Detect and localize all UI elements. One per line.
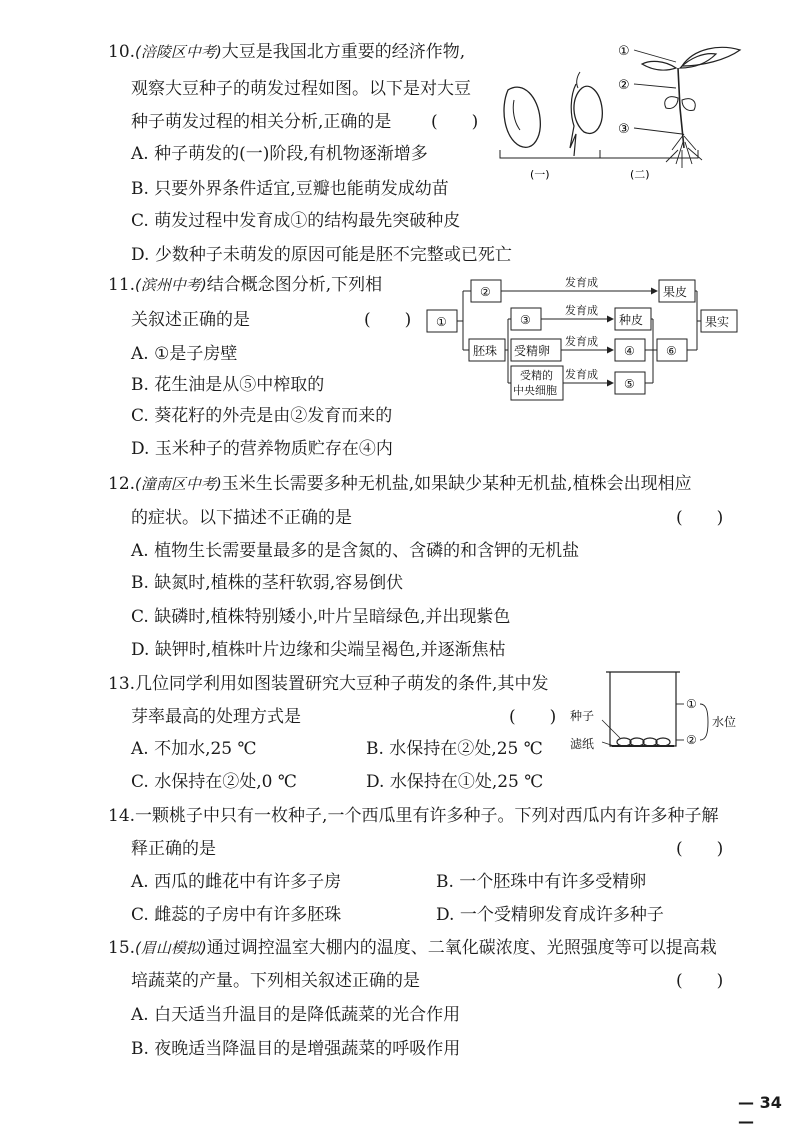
question-source: (涪陵区中考) <box>135 43 222 61</box>
answer-blank[interactable]: ( ) <box>676 971 724 991</box>
box-ovule: 胚珠 <box>473 344 498 358</box>
option-d[interactable]: D. 少数种子未萌发的原因可能是胚不完整或已死亡 <box>131 245 512 265</box>
option-b[interactable]: B. 只要外界条件适宜,豆瓣也能萌发成幼苗 <box>131 179 449 199</box>
box-fertilized-central-2: 中央细胞 <box>513 384 557 397</box>
option-a[interactable]: A. 不加水,25 ℃ <box>131 739 257 759</box>
box-5: ⑤ <box>624 377 635 391</box>
question-stem-line: 14.一颗桃子中只有一枚种子,一个西瓜里有许多种子。下列对西瓜内有许多种子解 <box>108 806 719 826</box>
label-water-level: 水位 <box>712 715 737 729</box>
option-a[interactable]: A. 植物生长需要量最多的是含氮的、含磷的和含钾的无机盐 <box>131 541 580 561</box>
option-b[interactable]: B. 水保持在②处,25 ℃ <box>366 739 543 759</box>
box-1: ① <box>436 315 447 329</box>
answer-blank[interactable]: ( ) <box>676 839 724 859</box>
question-number: 11. <box>108 275 136 295</box>
label-1: ① <box>686 697 697 711</box>
option-c[interactable]: C. 萌发过程中发育成①的结构最先突破种皮 <box>131 211 461 231</box>
question-stem-line: 关叙述正确的是 <box>131 310 250 330</box>
question-stem-line: 芽率最高的处理方式是 <box>131 707 301 727</box>
option-d[interactable]: D. 一个受精卵发育成许多种子 <box>436 905 664 925</box>
box-2: ② <box>480 285 491 299</box>
box-4: ④ <box>624 344 635 358</box>
option-d[interactable]: D. 玉米种子的营养物质贮存在④内 <box>131 439 393 459</box>
seed-germination-figure <box>490 38 750 188</box>
box-6: ⑥ <box>666 344 677 358</box>
box-fertilized-egg: 受精卵 <box>514 344 551 358</box>
question-stem-line: 释正确的是 <box>131 839 216 859</box>
box-fertilized-central-1: 受精的 <box>520 369 553 382</box>
question-number: 10. <box>108 42 136 62</box>
option-b[interactable]: B. 一个胚珠中有许多受精卵 <box>436 872 647 892</box>
answer-blank[interactable]: ( ) <box>364 310 412 330</box>
arrow-label: 发育成 <box>565 335 598 348</box>
answer-blank[interactable]: ( ) <box>676 508 724 528</box>
box-pericarp: 果皮 <box>663 285 688 299</box>
arrow-label: 发育成 <box>565 368 598 381</box>
question-source: (眉山模拟) <box>135 939 207 957</box>
question-number: 15. <box>108 938 136 958</box>
option-a[interactable]: A. 西瓜的雌花中有许多子房 <box>131 872 342 892</box>
box-fruit: 果实 <box>705 315 730 329</box>
stage-1-label: (一) <box>530 168 550 181</box>
option-c[interactable]: C. 缺磷时,植株特别矮小,叶片呈暗绿色,并出现紫色 <box>131 607 511 627</box>
question-number: 14. <box>108 806 136 826</box>
question-stem-line: 12.(潼南区中考)玉米生长需要多种无机盐,如果缺少某种无机盐,植株会出现相应 <box>108 474 692 494</box>
label-3: ③ <box>618 122 630 137</box>
question-stem-line: 的症状。以下描述不正确的是 <box>131 508 352 528</box>
option-d[interactable]: D. 缺钾时,植株叶片边缘和尖端呈褐色,并逐渐焦枯 <box>131 640 506 660</box>
concept-map-figure <box>425 273 745 403</box>
option-d[interactable]: D. 水保持在①处,25 ℃ <box>366 772 544 792</box>
option-b[interactable]: B. 夜晚适当降温目的是增强蔬菜的呼吸作用 <box>131 1039 461 1059</box>
option-b[interactable]: B. 缺氮时,植株的茎秆软弱,容易倒伏 <box>131 573 404 593</box>
question-number: 13. <box>108 674 136 694</box>
option-a[interactable]: A. 种子萌发的(一)阶段,有机物逐渐增多 <box>131 144 428 164</box>
label-2: ② <box>618 78 630 93</box>
label-filter-paper: 滤纸 <box>570 737 595 751</box>
label-seed: 种子 <box>570 709 595 723</box>
answer-blank[interactable]: ( ) <box>509 707 557 727</box>
question-stem-line: 15.(眉山模拟)通过调控温室大棚内的温度、二氧化碳浓度、光照强度等可以提高栽 <box>108 938 717 958</box>
option-b[interactable]: B. 花生油是从⑤中榨取的 <box>131 375 325 395</box>
label-1: ① <box>618 44 630 59</box>
question-stem-line: 11.(滨州中考)结合概念图分析,下列相 <box>108 275 383 295</box>
page-number: — 34 — <box>738 1093 782 1131</box>
question-stem-line: 13.几位同学利用如图装置研究大豆种子萌发的条件,其中发 <box>108 674 549 694</box>
beaker-figure <box>570 668 750 758</box>
option-c[interactable]: C. 雌蕊的子房中有许多胚珠 <box>131 905 342 925</box>
question-number: 12. <box>108 474 136 494</box>
box-seed-coat: 种皮 <box>619 313 644 327</box>
box-3: ③ <box>520 313 531 327</box>
question-source: (滨州中考) <box>135 276 207 294</box>
option-c[interactable]: C. 葵花籽的外壳是由②发育而来的 <box>131 406 393 426</box>
question-stem-line: 培蔬菜的产量。下列相关叙述正确的是 <box>131 971 420 991</box>
question-stem-line: 种子萌发过程的相关分析,正确的是 <box>131 112 392 132</box>
arrow-label: 发育成 <box>565 276 598 289</box>
option-c[interactable]: C. 水保持在②处,0 ℃ <box>131 772 297 792</box>
answer-blank[interactable]: ( ) <box>431 112 479 132</box>
arrow-label: 发育成 <box>565 304 598 317</box>
option-a[interactable]: A. 白天适当升温目的是降低蔬菜的光合作用 <box>131 1005 461 1025</box>
question-stem-line: 观察大豆种子的萌发过程如图。以下是对大豆 <box>131 79 471 99</box>
option-a[interactable]: A. ①是子房壁 <box>131 344 238 364</box>
question-source: (潼南区中考) <box>135 475 222 493</box>
label-2: ② <box>686 733 697 747</box>
question-stem-line: 10.(涪陵区中考)大豆是我国北方重要的经济作物, <box>108 42 466 62</box>
stage-2-label: (二) <box>630 168 650 181</box>
